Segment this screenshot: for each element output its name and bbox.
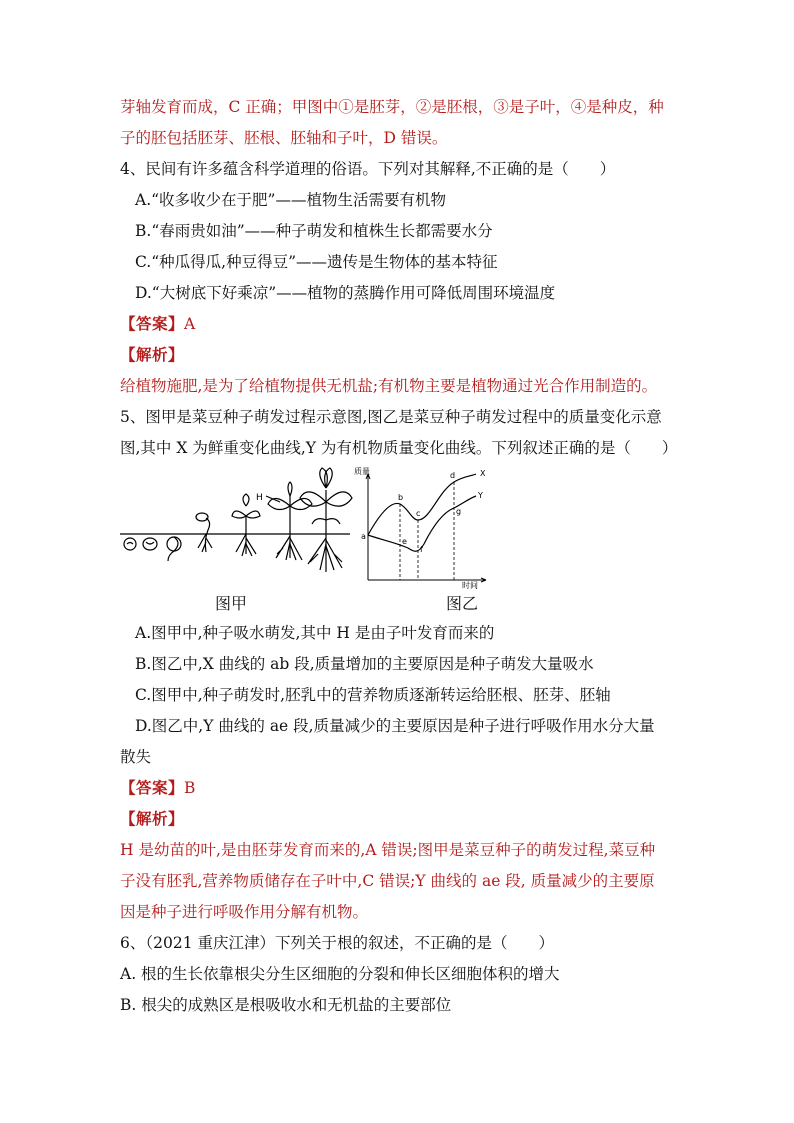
question-5-line-1: 5、图甲是菜豆种子萌发过程示意图,图乙是菜豆种子萌发过程中的质量变化示意 — [120, 408, 662, 426]
question-5-line-2: 图,其中 X 为鲜重变化曲线,Y 为有机物质量变化曲线。下列叙述正确的是（ ） — [120, 439, 678, 457]
point-b: b — [398, 493, 404, 502]
seed-stage-3 — [167, 537, 181, 561]
y-axis-label: 质量 — [354, 467, 370, 476]
label-h: H — [256, 493, 263, 503]
option-4a: A.“收多收少在于肥”——植物生活需要有机物 — [135, 191, 446, 209]
seed-stage-1 — [124, 538, 136, 550]
question-6: 6、（2021 重庆江津）下列关于根的叙述，不正确的是（ ） — [120, 934, 554, 952]
answer-5 — [120, 777, 680, 799]
analysis-5-line-2: 子没有胚乳,营养物质储存在子叶中,C 错误;Y 曲线的 ae 段, 质量减少的主要原 — [120, 872, 655, 890]
answer-value: B — [184, 779, 196, 797]
analysis-label-5: 【解析】 — [120, 809, 185, 828]
curve-y — [368, 496, 476, 551]
option-5a: A.图甲中,种子吸水萌发,其中 H 是由子叶发育而来的 — [135, 624, 495, 642]
analysis-4: 给植物施肥,是为了给植物提供无机盐;有机物主要是植物通过光合作用制造的。 — [120, 377, 658, 395]
text-line-2: 子的胚包括胚芽、胚根、胚轴和子叶，D 错误。 — [120, 129, 448, 147]
point-e: e — [402, 537, 407, 546]
option-5c: C.图甲中,种子萌发时,胚乳中的营养物质逐渐转运给胚根、胚芽、胚轴 — [135, 686, 611, 704]
point-c: c — [416, 509, 421, 518]
plant-stage-7 — [300, 468, 352, 572]
analysis-5-line-3: 因是种子进行呼吸作用分解有机物。 — [120, 903, 369, 921]
caption-right: 图乙 — [446, 594, 479, 613]
option-4b: B.“春雨贵如油”——种子萌发和植株生长都需要水分 — [135, 222, 493, 240]
option-5d-line-2: 散失 — [120, 748, 152, 766]
plant-stage-6 — [266, 482, 312, 560]
text-line-1: 芽轴发育而成，C 正确；甲图中①是胚芽，②是胚根，③是子叶，④是种皮，种 — [120, 98, 664, 116]
point-d: d — [450, 471, 456, 480]
series-y-label: Y — [478, 491, 483, 500]
option-4c: C.“种瓜得瓜,种豆得豆”——遗传是生物体的基本特征 — [135, 253, 498, 271]
question-4: 4、民间有许多蕴含科学道理的俗语。下列对其解释,不正确的是（ ） — [120, 160, 616, 178]
seedling-stage-5 — [232, 494, 260, 556]
option-6b: B. 根尖的成熟区是根吸收水和无机盐的主要部位 — [120, 996, 452, 1014]
x-axis-label: 时间 — [462, 581, 478, 590]
figure-drawing — [118, 462, 498, 614]
option-5b: B.图乙中,X 曲线的 ab 段,质量增加的主要原因是种子萌发大量吸水 — [135, 655, 594, 673]
point-g: g — [456, 507, 462, 516]
point-a: a — [361, 532, 366, 541]
series-x-label: X — [480, 469, 486, 478]
option-4d: D.“大树底下好乘凉”——植物的蒸腾作用可降低周围环境温度 — [135, 284, 556, 302]
seedling-stage-4 — [196, 513, 212, 552]
analysis-label-4: 【解析】 — [120, 345, 185, 364]
caption-left: 图甲 — [215, 594, 248, 613]
point-f: f — [420, 545, 423, 554]
answer-label: 【答案】 — [120, 778, 185, 797]
seed-stage-2 — [143, 538, 157, 550]
option-5d-line-1: D.图乙中,Y 曲线的 ae 段,质量减少的主要原因是种子进行呼吸作用水分大量 — [135, 717, 655, 735]
mass-time-graph — [354, 466, 486, 590]
seed-germination-figure — [118, 462, 498, 614]
analysis-5-line-1: H 是幼苗的叶,是由胚芽发育而来的,A 错误;图甲是菜豆种子的萌发过程,菜豆种 — [120, 841, 656, 859]
option-6a: A. 根的生长依靠根尖分生区细胞的分裂和伸长区细胞体积的增大 — [120, 965, 560, 983]
answer-label: 【答案】 — [120, 314, 185, 333]
answer-4 — [120, 313, 680, 335]
answer-value: A — [184, 315, 196, 333]
